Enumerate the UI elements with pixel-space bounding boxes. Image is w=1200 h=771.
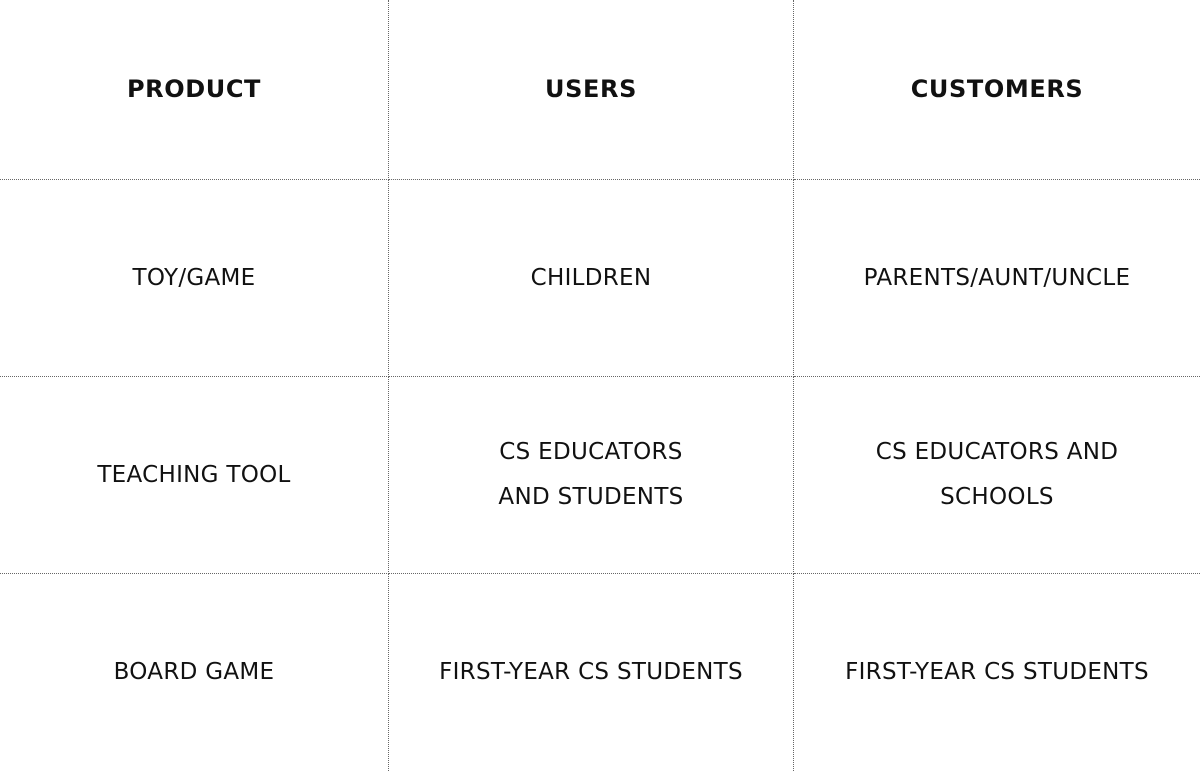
- header-customers: CUSTOMERS: [794, 0, 1200, 180]
- table-cell-product: TEACHING TOOL: [0, 377, 389, 574]
- header-users: USERS: [389, 0, 794, 180]
- table-cell-product: TOY/GAME: [0, 180, 389, 377]
- table-cell-product: BOARD GAME: [0, 574, 389, 771]
- header-product: PRODUCT: [0, 0, 389, 180]
- table-cell-users: CS EDUCATORS AND STUDENTS: [389, 377, 794, 574]
- table-cell-customers: PARENTS/AUNT/UNCLE: [794, 180, 1200, 377]
- table-cell-users: FIRST-YEAR CS STUDENTS: [389, 574, 794, 771]
- table-cell-users: CHILDREN: [389, 180, 794, 377]
- table-cell-customers: CS EDUCATORS AND SCHOOLS: [794, 377, 1200, 574]
- table-cell-customers: FIRST-YEAR CS STUDENTS: [845, 659, 1149, 685]
